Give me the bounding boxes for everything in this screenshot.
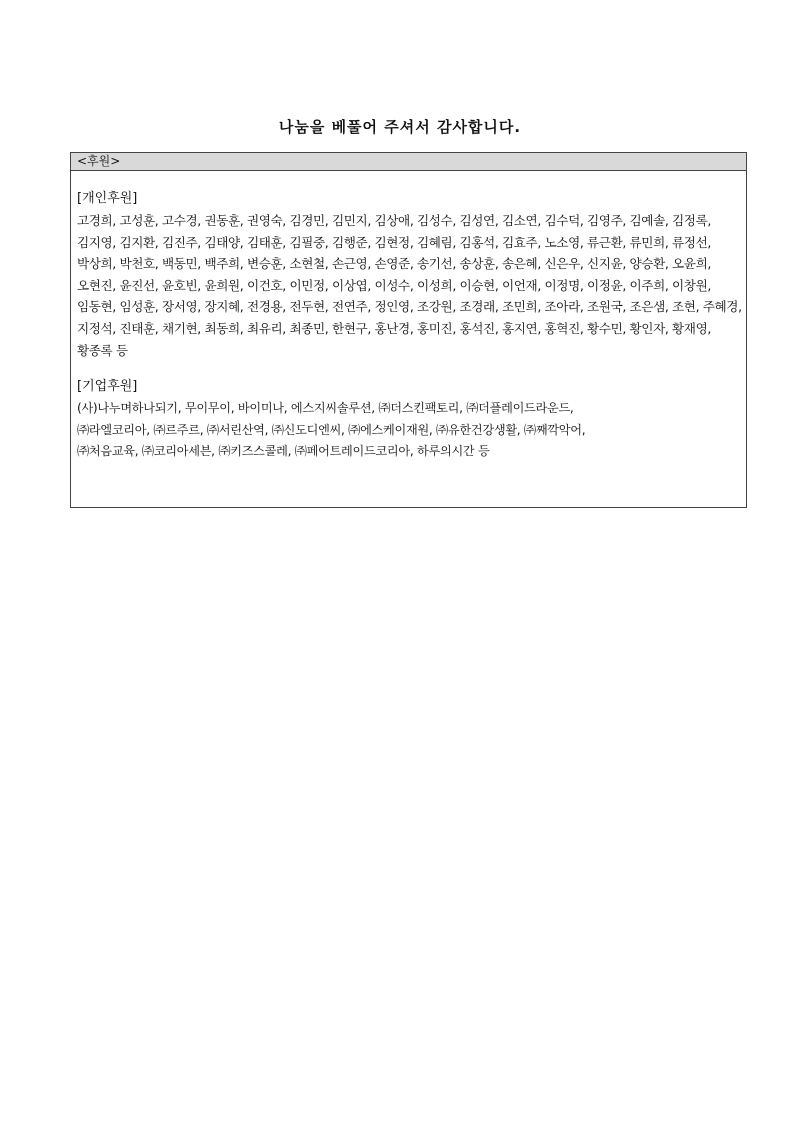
section-gap: [77, 361, 742, 377]
corporate-sponsor-line: ㈜처음교육, ㈜코리아세븐, ㈜키즈스콜레, ㈜페어트레이드코리아, 하루의시간 등: [77, 444, 490, 459]
individual-sponsor-heading: [개인후원]: [77, 191, 138, 206]
corporate-sponsor-heading: [기업후원]: [77, 379, 138, 395]
sponsor-box-body: [71, 171, 746, 463]
corporate-sponsor-list: [77, 398, 742, 463]
individual-sponsor-list: 고경희, 고성훈, 고수경, 권동훈, 권영숙, 김경민, 김민지, 김상애, 김성수, 김성연, 김소연, 김수덕, 김영주, 김예솔, 김정록, 김지영, 김지환, 김진주, 김태양, 김태훈, 김필중, 김행준, 김현정, 김혜림, 김홍석, 김효주, 노소영, 류근환, 류민희, 류정선, 박상희, 박천호, 백동민, 백주희, 변승훈, 소현철, 손근영, 손영준, 송기선, 송상훈, 송은혜, 신은우, 신지윤, 양승환, 오윤희, 오현진, 윤진선, 윤호빈, 윤희원, 이건호, 이민정, 이상엽, 이성수, 이성희, 이승현, 이언재, 이정명, 이정윤, 이주희, 이창원, 임동현, 임성훈, 장서영, 장지혜, 전경용, 전두현, 전연주, 정인영, 조강원, 조경래, 조민희, 조아라, 조원국, 조은샘, 조현, 주혜경, 지정석, 진태훈, 채기현, 최동희, 최유리, 최종민, 한현구, 홍난경, 홍미진, 홍석진, 홍지연, 홍혁진, 황수민, 황인자, 황재영, 황종록 등: [77, 213, 742, 358]
sponsor-box: [70, 152, 747, 508]
sponsor-box-header: <후원>: [71, 153, 746, 171]
corporate-sponsor-line: (사)나누며하나되기, 무이무이, 바이미나, 에스지씨솔루션, ㈜더스킨팩토리, ㈜더플레이드라운드,: [77, 401, 574, 416]
corporate-sponsor-line: ㈜라엘코리아, ㈜르주르, ㈜서린산역, ㈜신도디엔씨, ㈜에스케이재원, ㈜유한건강생활, ㈜째깍악어,: [77, 422, 586, 437]
page-title: 나눔을 베풀어 주셔서 감사합니다.: [278, 118, 522, 136]
